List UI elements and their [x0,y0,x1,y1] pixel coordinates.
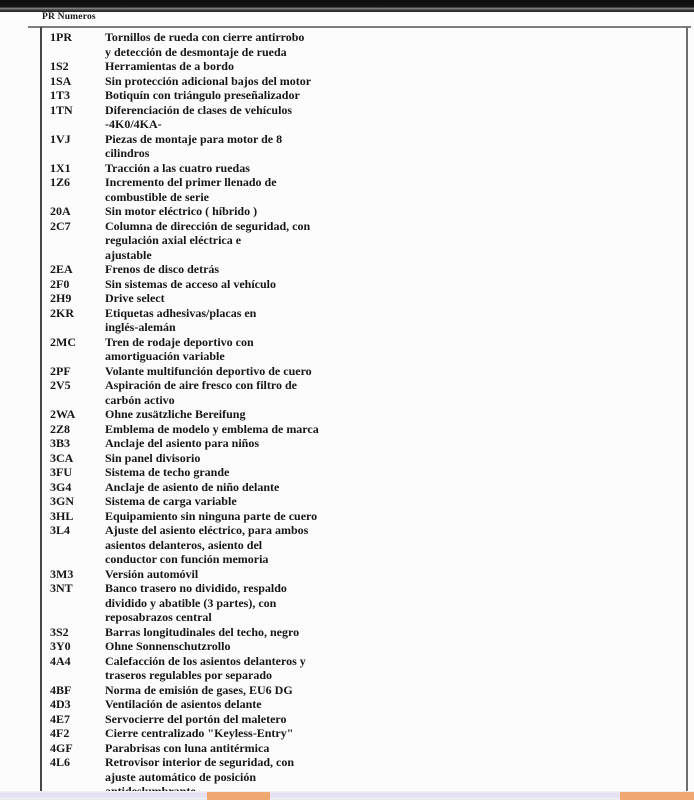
pr-code: 2F0 [50,276,70,291]
description-line: asientos delanteros, asiento del [105,537,263,552]
pr-description [105,277,686,292]
pr-description [105,364,686,379]
pr-code: 2KR [50,305,74,320]
pr-description [105,654,686,683]
pr-description [105,726,686,741]
table-row [50,175,686,204]
table-row [50,451,686,466]
pr-description [105,175,686,204]
pr-code: 4L6 [50,755,71,769]
description-line: Botiquín con triángulo preseñalizador [105,88,300,102]
table-row [50,161,686,176]
bottom-edge-strip [0,791,694,800]
description-line: -4K0/4KA- [105,117,162,131]
table-row [50,465,686,480]
pr-code: 3B3 [50,436,71,450]
table-row [50,407,686,422]
pr-description [105,422,686,437]
pr-description [105,262,686,277]
description-line: Anclaje del asiento para niños [105,436,260,450]
description-line: Cierre centralizado "Keyless-Entry" [105,726,294,740]
pr-code: 2PF [50,363,71,378]
pr-code: 4F2 [50,726,70,740]
table-row [50,639,686,654]
pr-code: 2MC [50,334,76,349]
table-row [50,654,686,683]
page-title: PR Numeros [42,12,96,22]
description-line: Sin motor eléctrico ( híbrido ) [105,204,258,218]
pr-code: 3FU [50,465,72,479]
pr-description [105,132,686,161]
description-line: Tren de rodaje deportivo con [105,334,254,349]
pr-description [105,161,686,176]
pr-description [105,103,686,132]
table-row [50,277,686,292]
description-line: regulación axial eléctrica e [105,233,242,247]
pr-code-table [40,27,688,800]
pr-code: 4GF [50,740,73,755]
description-line: amortiguación variable [105,349,225,363]
description-line: Equipamiento sin ninguna parte de cuero [105,508,318,523]
table-row [50,494,686,509]
pr-code: 20A [50,204,71,218]
description-line: Parabrisas con luna antitérmica [105,740,270,755]
pr-code: 3M3 [50,566,74,581]
description-line: traseros regulables por separado [105,668,272,682]
bottom-strip-orange-segment-1 [207,792,270,800]
description-line: inglés-alemán [105,320,176,334]
pr-description [105,88,686,103]
pr-code: 3G4 [50,479,72,494]
pr-code: 3Y0 [50,639,71,653]
pr-description [105,465,686,480]
description-line: combustible de serie [105,189,209,204]
description-line: ajuste automático de posición [105,769,256,784]
pr-code: 4BF [50,682,72,697]
pr-description [105,625,686,640]
description-line: Versión automóvil [105,566,199,581]
description-line: Aspiración de aire fresco con filtro de [105,378,297,392]
description-line: Barras longitudinales del techo, negro [105,624,300,639]
description-line: y detección de desmontaje de rueda [105,44,287,59]
pr-description [105,59,686,74]
description-line: Calefacción de los asientos delanteros y [105,653,306,668]
description-line: Sin panel divisorio [105,450,201,465]
description-line: Norma de emisión de gases, EU6 DG [105,682,293,697]
description-line: Sistema de carga variable [105,494,237,508]
pr-description [105,494,686,509]
table-row [50,741,686,756]
pr-description [105,697,686,712]
description-line: Sin sistemas de acceso al vehículo [105,276,276,291]
pr-description [105,378,686,407]
pr-code: 1X1 [50,160,71,175]
description-line: Ohne zusätzliche Bereifung [105,407,246,421]
description-line: reposabrazos central [105,610,212,624]
pr-code: 4D3 [50,697,71,711]
description-line: Diferenciación de clases de vehículos [105,102,293,117]
description-line: Ventilación de asientos delante [105,697,262,711]
pr-description [105,30,686,59]
pr-code: 3L4 [50,523,71,537]
description-line: dividido y abatible (3 partes), con [105,595,277,610]
description-line: Emblema de modelo y emblema de marca [105,421,319,436]
table-row [50,291,686,306]
table-row [50,74,686,89]
description-line: Tracción a las cuatro ruedas [105,160,250,175]
table-row [50,436,686,451]
pr-code: 3S2 [50,624,69,639]
description-line: carbón activo [105,392,175,407]
pr-description [105,567,686,582]
description-line: Etiquetas adhesivas/placas en [105,305,257,320]
description-line: Volante multifunción deportivo de cuero [105,363,312,378]
pr-description [105,581,686,625]
pr-code: 1TN [50,102,73,117]
table-row [50,59,686,74]
pr-code: 2WA [50,407,76,421]
pr-code: 2Z8 [50,421,71,436]
pr-code: 1Z6 [50,175,71,189]
pr-description [105,509,686,524]
pr-description [105,407,686,422]
description-line: Sistema de techo grande [105,465,230,479]
pr-code: 1VJ [50,131,71,146]
table-row [50,262,686,277]
table-row [50,306,686,335]
description-line: Anclaje de asiento de niño delante [105,479,280,494]
pr-description [105,639,686,654]
pr-description [105,291,686,306]
table-row [50,335,686,364]
description-line: Ajuste del asiento eléctrico, para ambos [105,523,309,537]
description-line: Incremento del primer llenado de [105,175,277,189]
table-row [50,422,686,437]
description-line: Sin protección adicional bajos del motor [105,73,312,88]
description-line: Banco trasero no dividido, respaldo [105,581,287,595]
table-row [50,509,686,524]
description-line: Ohne Sonnenschutzrollo [105,639,231,653]
pr-description [105,451,686,466]
pr-description [105,335,686,364]
description-line: Herramientas de a bordo [105,59,234,73]
table-row [50,683,686,698]
table-row [50,697,686,712]
table-row [50,364,686,379]
pr-description [105,712,686,727]
pr-code: 3CA [50,450,74,465]
window-top-bar [0,0,694,12]
description-line: cilindros [105,146,150,160]
table-row [50,88,686,103]
description-line: Drive select [105,291,165,305]
pr-description [105,219,686,263]
description-line: Retrovisor interior de seguridad, con [105,755,294,769]
table-row [50,30,686,59]
pr-code: 1S2 [50,59,69,73]
pr-code: 2C7 [50,218,71,233]
pr-description [105,306,686,335]
pr-description [105,436,686,451]
pr-code: 1PR [50,30,72,44]
pr-description [105,523,686,567]
table-row [50,581,686,625]
table-row [50,712,686,727]
pr-code: 3NT [50,581,73,595]
description-line: Piezas de montaje para motor de 8 [105,131,283,146]
table-row [50,219,686,263]
pr-code: 2EA [50,262,73,276]
pr-code: 2H9 [50,291,72,305]
pr-description [105,74,686,89]
table-row [50,480,686,495]
pr-code: 1SA [50,73,72,88]
pr-code-rows [50,30,686,799]
pr-code: 4E7 [50,711,71,726]
pr-code: 1T3 [50,88,71,102]
table-row [50,103,686,132]
description-line: Tornillos de rueda con cierre antirrobo [105,30,305,44]
pr-description [105,741,686,756]
table-row [50,726,686,741]
pr-description [105,480,686,495]
description-line: Frenos de disco detrás [105,262,220,276]
description-line: conductor con función memoria [105,552,269,566]
table-row [50,204,686,219]
pr-code: 3HL [50,508,74,523]
pr-code: 2V5 [50,378,71,392]
pr-description [105,204,686,219]
table-row [50,378,686,407]
description-line: Columna de dirección de seguridad, con [105,218,311,233]
pr-code: 4A4 [50,653,71,668]
pr-code: 3GN [50,494,74,508]
table-row [50,567,686,582]
table-row [50,625,686,640]
description-line: ajustable [105,247,152,262]
table-row [50,523,686,567]
pr-description [105,683,686,698]
bottom-strip-orange-segment-2 [620,792,694,800]
table-row [50,132,686,161]
description-line: Servocierre del portón del maletero [105,711,287,726]
